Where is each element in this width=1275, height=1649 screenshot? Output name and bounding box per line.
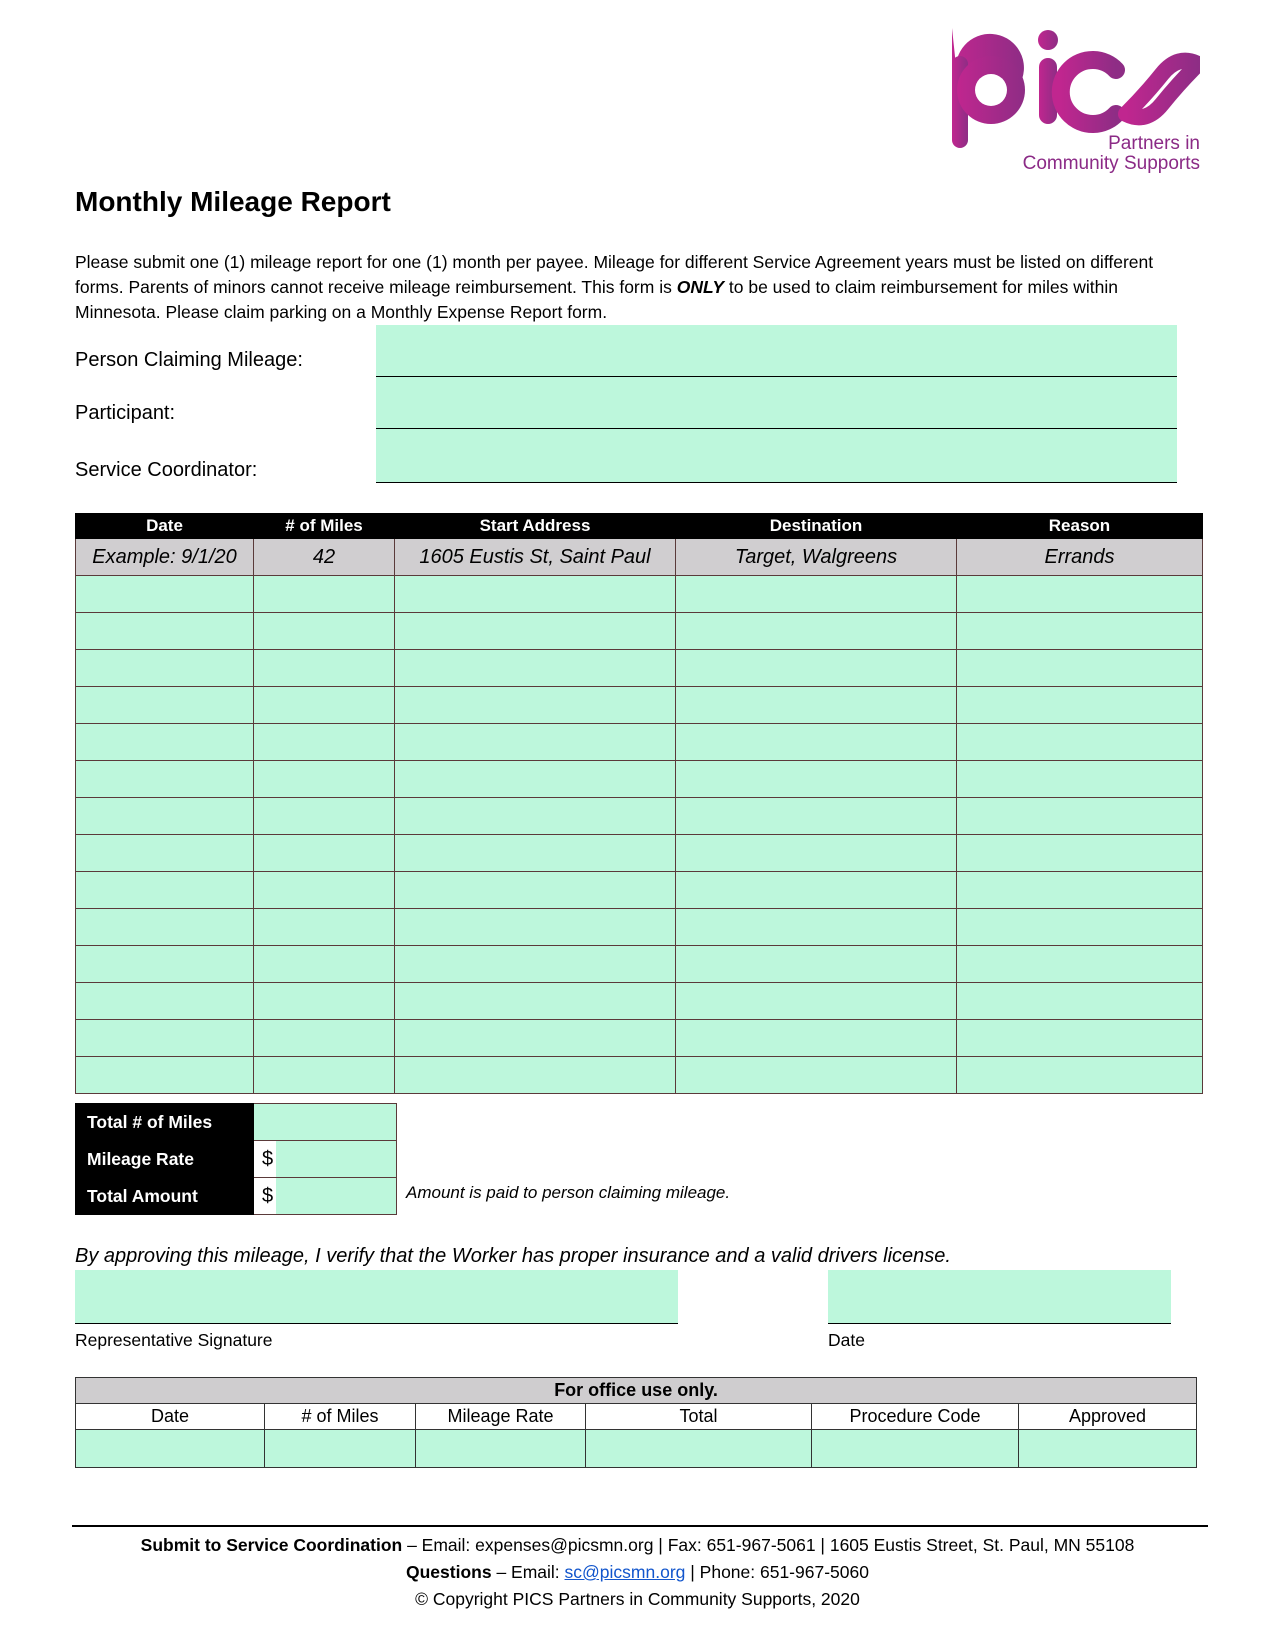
- mileage-miles-field[interactable]: [254, 909, 395, 946]
- footer-questions-line: [0, 1562, 1275, 1583]
- mileage-header-row: [76, 514, 1203, 539]
- office-procedure-code-field[interactable]: [812, 1430, 1019, 1468]
- mileage-destination-field[interactable]: [676, 650, 957, 687]
- mileage-reason-field[interactable]: [957, 909, 1203, 946]
- mileage-entry-row: [76, 613, 1203, 650]
- header-reason: Reason: [957, 514, 1203, 539]
- example-miles: 42: [254, 539, 395, 576]
- total-amount-label: Total Amount: [76, 1178, 254, 1215]
- mileage-date-field[interactable]: [76, 761, 254, 798]
- example-reason: Errands: [957, 539, 1203, 576]
- mileage-date-field[interactable]: [76, 872, 254, 909]
- pics-logo-mark: [948, 28, 1200, 148]
- office-input-row: [76, 1430, 1197, 1468]
- office-date-field[interactable]: [76, 1430, 265, 1468]
- person-claiming-label: Person Claiming Mileage:: [75, 349, 303, 371]
- office-col-rate: Mileage Rate: [416, 1404, 586, 1430]
- mileage-reason-field[interactable]: [957, 1020, 1203, 1057]
- signature-label: Representative Signature: [75, 1330, 273, 1350]
- office-header: For office use only.: [76, 1378, 1197, 1404]
- mileage-destination-field[interactable]: [676, 613, 957, 650]
- mileage-destination-field[interactable]: [676, 1057, 957, 1094]
- total-miles-label: Total # of Miles: [76, 1104, 254, 1141]
- mileage-miles-field[interactable]: [254, 1020, 395, 1057]
- currency-symbol: $: [254, 1141, 276, 1177]
- mileage-miles-field[interactable]: [254, 872, 395, 909]
- mileage-date-field[interactable]: [76, 650, 254, 687]
- mileage-miles-field[interactable]: [254, 946, 395, 983]
- mileage-miles-field[interactable]: [254, 650, 395, 687]
- mileage-start-address-field[interactable]: [395, 724, 676, 761]
- office-use-table: [75, 1377, 1197, 1468]
- mileage-reason-field[interactable]: [957, 983, 1203, 1020]
- mileage-destination-field[interactable]: [676, 872, 957, 909]
- mileage-reason-field[interactable]: [957, 724, 1203, 761]
- mileage-reason-field[interactable]: [957, 687, 1203, 724]
- mileage-start-address-field[interactable]: [395, 613, 676, 650]
- signature-date-label: Date: [828, 1330, 865, 1350]
- example-row: [76, 539, 1203, 576]
- instructions-text-1: Please submit one (1) mileage report for one (1) month per payee. Mileage for different Service Agreement years must be listed on different forms. Parents of minors cannot receive mileage reimbursement. This form is: [75, 252, 1154, 297]
- mileage-start-address-field[interactable]: [395, 983, 676, 1020]
- mileage-start-address-field[interactable]: [395, 909, 676, 946]
- mileage-entry-row: [76, 909, 1203, 946]
- mileage-reason-field[interactable]: [957, 872, 1203, 909]
- mileage-date-field[interactable]: [76, 576, 254, 613]
- mileage-entry-row: [76, 983, 1203, 1020]
- mileage-date-field[interactable]: [76, 724, 254, 761]
- mileage-entry-row: [76, 724, 1203, 761]
- mileage-miles-field[interactable]: [254, 1057, 395, 1094]
- total-amount-field[interactable]: [276, 1178, 396, 1214]
- total-amount-cell: [254, 1178, 397, 1215]
- mileage-start-address-field[interactable]: [395, 650, 676, 687]
- signature-field[interactable]: [75, 1270, 678, 1324]
- office-col-date: Date: [76, 1404, 265, 1430]
- mileage-destination-field[interactable]: [676, 761, 957, 798]
- approval-statement: By approving this mileage, I verify that the Worker has proper insurance and a valid drivers license.: [75, 1245, 951, 1267]
- header-start-address: Start Address: [395, 514, 676, 539]
- mileage-rate-cell: [254, 1141, 397, 1178]
- mileage-miles-field[interactable]: [254, 983, 395, 1020]
- mileage-date-field[interactable]: [76, 798, 254, 835]
- mileage-miles-field[interactable]: [254, 613, 395, 650]
- office-miles-field[interactable]: [265, 1430, 416, 1468]
- participant-field[interactable]: [376, 377, 1177, 429]
- header-date: Date: [76, 514, 254, 539]
- office-total-field[interactable]: [586, 1430, 812, 1468]
- example-date: Example: 9/1/20: [76, 539, 254, 576]
- mileage-table: [75, 513, 1203, 1094]
- office-col-miles: # of Miles: [265, 1404, 416, 1430]
- footer-submit-label: Submit to Service Coordination: [140, 1535, 403, 1555]
- footer-copyright: © Copyright PICS Partners in Community Supports, 2020: [415, 1589, 860, 1609]
- mileage-entry-row: [76, 835, 1203, 872]
- mileage-date-field[interactable]: [76, 983, 254, 1020]
- office-col-procedure-code: Procedure Code: [812, 1404, 1019, 1430]
- footer-submit-line: [0, 1535, 1275, 1556]
- mileage-reason-field[interactable]: [957, 576, 1203, 613]
- mileage-start-address-field[interactable]: [395, 1057, 676, 1094]
- footer-submit-details: – Email: expenses@picsmn.org | Fax: 651-967-5061 | 1605 Eustis Street, St. Paul, MN 55108: [402, 1535, 1135, 1555]
- page-title: Monthly Mileage Report: [75, 186, 391, 217]
- example-destination: Target, Walgreens: [676, 539, 957, 576]
- mileage-entry-row: [76, 687, 1203, 724]
- mileage-start-address-field[interactable]: [395, 1020, 676, 1057]
- currency-symbol: $: [254, 1178, 276, 1214]
- mileage-reason-field[interactable]: [957, 650, 1203, 687]
- signature-date-field[interactable]: [828, 1270, 1171, 1324]
- office-approved-field[interactable]: [1019, 1430, 1197, 1468]
- mileage-miles-field[interactable]: [254, 761, 395, 798]
- mileage-start-address-field[interactable]: [395, 798, 676, 835]
- footer-phone: | Phone: 651-967-5060: [685, 1562, 869, 1582]
- footer-email-link[interactable]: sc@picsmn.org: [564, 1562, 686, 1582]
- mileage-destination-field[interactable]: [676, 724, 957, 761]
- example-start-address: 1605 Eustis St, Saint Paul: [395, 539, 676, 576]
- mileage-destination-field[interactable]: [676, 946, 957, 983]
- person-claiming-field[interactable]: [376, 325, 1177, 377]
- instructions-text-2: to be used to claim reimbursement for miles within Minnesota. Please claim parking on a Monthly Expense Report form.: [75, 277, 1118, 322]
- header-miles: # of Miles: [254, 514, 395, 539]
- amount-note: Amount is paid to person claiming mileage.: [406, 1183, 731, 1202]
- mileage-miles-field[interactable]: [254, 835, 395, 872]
- mileage-start-address-field[interactable]: [395, 576, 676, 613]
- mileage-miles-field[interactable]: [254, 576, 395, 613]
- mileage-date-field[interactable]: [76, 687, 254, 724]
- mileage-destination-field[interactable]: [676, 835, 957, 872]
- mileage-reason-field[interactable]: [957, 798, 1203, 835]
- logo-tagline-line1: Partners in: [1108, 133, 1200, 154]
- mileage-destination-field[interactable]: [676, 909, 957, 946]
- mileage-rate-field[interactable]: [276, 1141, 396, 1177]
- office-col-total: Total: [586, 1404, 812, 1430]
- mileage-date-field[interactable]: [76, 835, 254, 872]
- mileage-start-address-field[interactable]: [395, 835, 676, 872]
- mileage-destination-field[interactable]: [676, 983, 957, 1020]
- mileage-destination-field[interactable]: [676, 576, 957, 613]
- mileage-reason-field[interactable]: [957, 946, 1203, 983]
- office-columns-row: [76, 1404, 1197, 1430]
- mileage-entry-row: [76, 872, 1203, 909]
- mileage-reason-field[interactable]: [957, 613, 1203, 650]
- mileage-entry-row: [76, 761, 1203, 798]
- mileage-entry-row: [76, 576, 1203, 613]
- mileage-start-address-field[interactable]: [395, 872, 676, 909]
- mileage-date-field[interactable]: [76, 1057, 254, 1094]
- footer-divider: [72, 1525, 1208, 1527]
- office-rate-field[interactable]: [416, 1430, 586, 1468]
- mileage-entry-row: [76, 1020, 1203, 1057]
- office-header-row: [76, 1378, 1197, 1404]
- footer-email-prefix: – Email:: [491, 1562, 565, 1582]
- participant-label: Participant:: [75, 402, 176, 424]
- mileage-entry-row: [76, 798, 1203, 835]
- mileage-reason-field[interactable]: [957, 1057, 1203, 1094]
- mileage-destination-field[interactable]: [676, 1020, 957, 1057]
- mileage-destination-field[interactable]: [676, 798, 957, 835]
- office-col-approved: Approved: [1019, 1404, 1197, 1430]
- total-miles-row: [76, 1104, 397, 1141]
- mileage-date-field[interactable]: [76, 613, 254, 650]
- footer-questions-label: Questions: [406, 1562, 492, 1582]
- mileage-entry-row: [76, 650, 1203, 687]
- mileage-miles-field[interactable]: [254, 687, 395, 724]
- mileage-entry-row: [76, 1057, 1203, 1094]
- mileage-rate-row: [76, 1141, 397, 1178]
- mileage-rate-label: Mileage Rate: [76, 1141, 254, 1178]
- mileage-start-address-field[interactable]: [395, 687, 676, 724]
- mileage-entry-row: [76, 946, 1203, 983]
- mileage-date-field[interactable]: [76, 909, 254, 946]
- mileage-start-address-field[interactable]: [395, 761, 676, 798]
- total-miles-field[interactable]: [254, 1104, 397, 1141]
- mileage-miles-field[interactable]: [254, 798, 395, 835]
- logo-tagline-line2: Community Supports: [1022, 153, 1200, 174]
- service-coordinator-field[interactable]: [376, 429, 1177, 483]
- instructions-emphasis: ONLY: [676, 277, 725, 297]
- service-coordinator-label: Service Coordinator:: [75, 459, 258, 481]
- total-amount-row: [76, 1178, 397, 1215]
- mileage-destination-field[interactable]: [676, 687, 957, 724]
- mileage-date-field[interactable]: [76, 946, 254, 983]
- instructions-paragraph: [75, 250, 1205, 325]
- mileage-date-field[interactable]: [76, 1020, 254, 1057]
- mileage-miles-field[interactable]: [254, 724, 395, 761]
- mileage-reason-field[interactable]: [957, 835, 1203, 872]
- header-destination: Destination: [676, 514, 957, 539]
- totals-table: [75, 1103, 397, 1215]
- mileage-reason-field[interactable]: [957, 761, 1203, 798]
- mileage-start-address-field[interactable]: [395, 946, 676, 983]
- pics-logo: [948, 28, 1208, 188]
